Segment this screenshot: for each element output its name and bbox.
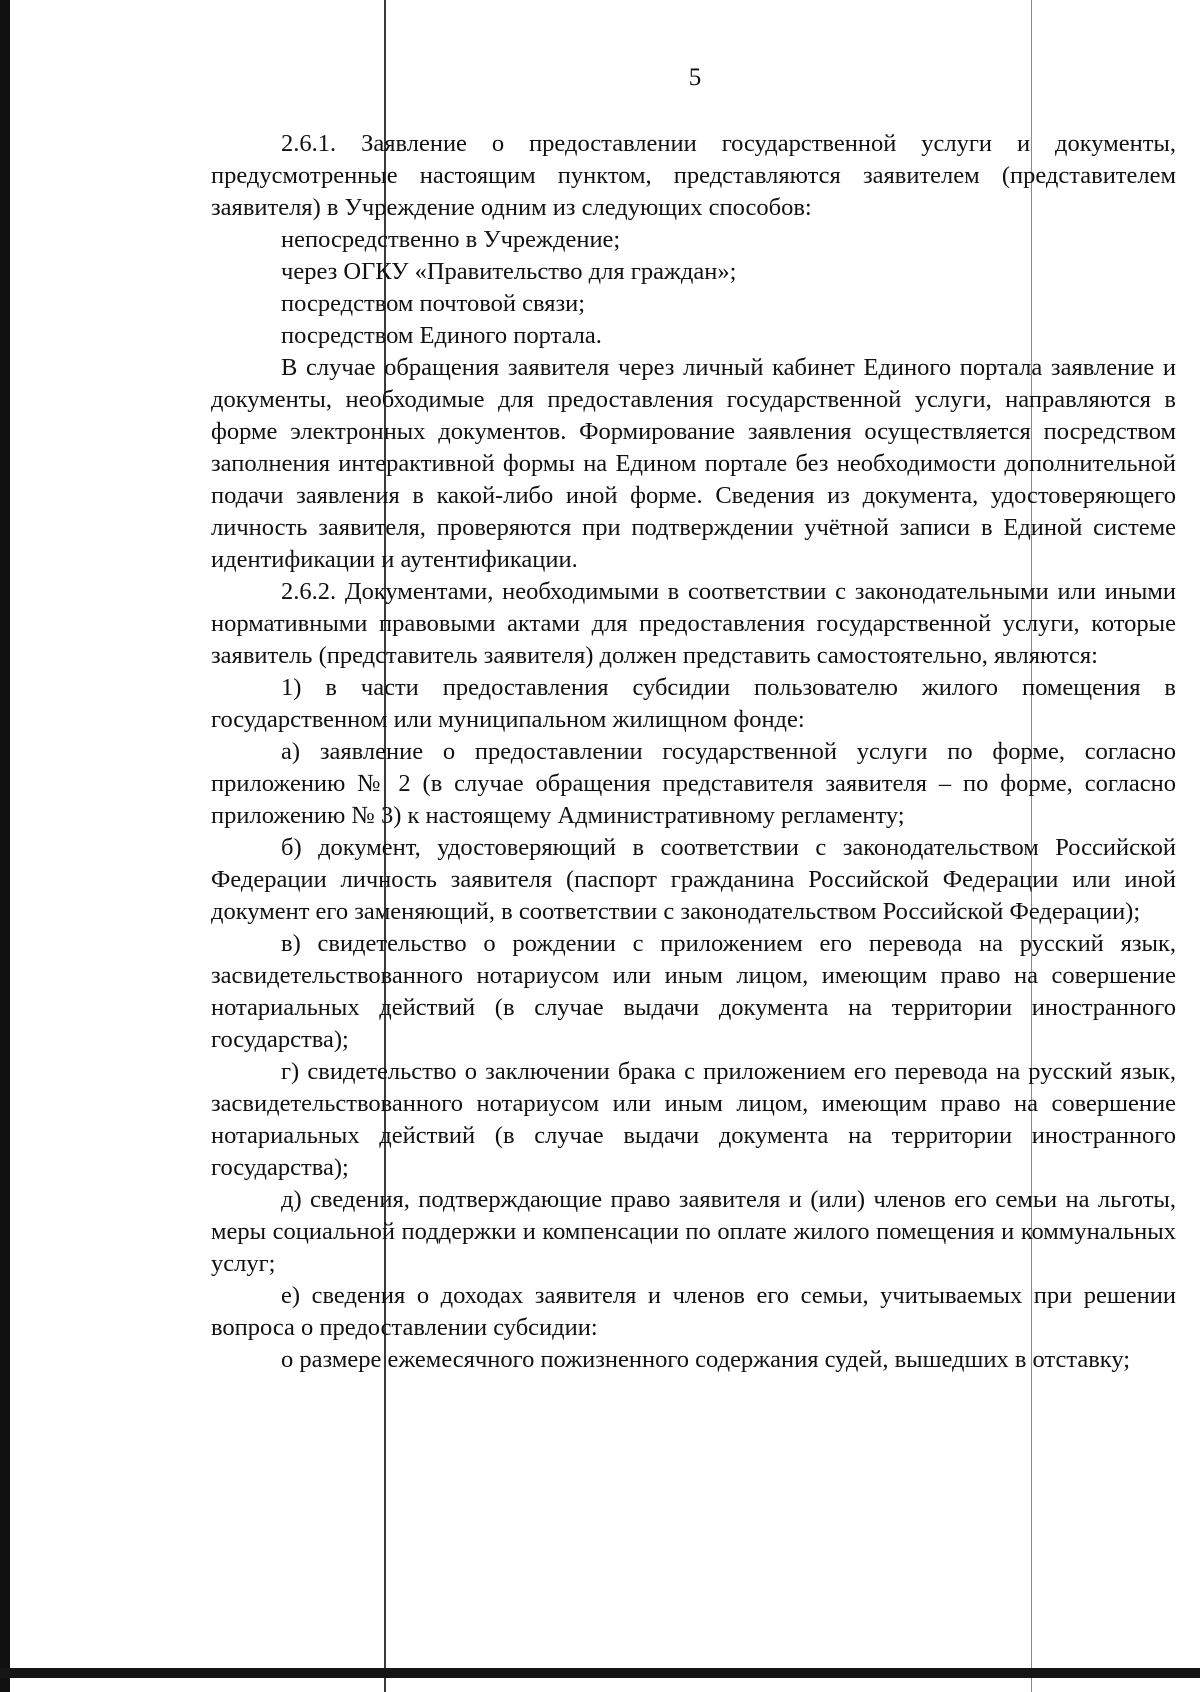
- paragraph-item-b: б) документ, удостоверяющий в соответствии с законодательством Российской Федерации личность заявителя (паспорт гражданина Российской Федерации или иной документ его заменяющий, в соответствии с законодательством Российской Федерации);: [211, 834, 1176, 925]
- paragraph-portal-details: В случае обращения заявителя через личный кабинет Единого портала заявление и документы, необходимые для предоставления государственной услуги, направляются в форме электронных документов. Формирование заявления осуществляется посредством заполнения интерактивной формы на Едином портале без необходимости дополнительной подачи заявления в какой-либо иной форме. Сведения из документа, удостоверяющего личность заявителя, проверяются при подтверждении учётной записи в Единой системе идентификации и аутентификации.: [211, 354, 1176, 573]
- paragraph-method-direct: непосредственно в Учреждение;: [281, 226, 621, 253]
- paragraph-method-ogku: через ОГКУ «Правительство для граждан»;: [281, 258, 737, 285]
- paragraph-judges-retired: о размере ежемесячного пожизненного содержания судей, вышедших в отставку;: [281, 1346, 1131, 1373]
- page-number: 5: [688, 64, 702, 91]
- paragraph-item-1: 1) в части предоставления субсидии пользователю жилого помещения в государственном или муниципальном жилищном фонде:: [211, 674, 1176, 733]
- paragraph-item-a: а) заявление о предоставлении государственной услуги по форме, согласно приложению № 2 (в случае обращения представителя заявителя – по форме, согласно приложению № 3) к настоящему Административному регламенту;: [211, 738, 1176, 829]
- paragraph-item-g: г) свидетельство о заключении брака с приложением его перевода на русский язык, засвидетельствованного нотариусом или иным лицом, имеющим право на совершение нотариальных действий (в случае выдачи документа на территории иностранного государства);: [211, 1058, 1176, 1181]
- paragraph-2-6-2: 2.6.2. Документами, необходимыми в соответствии с законодательными или иными нормативными правовыми актами для предоставления государственной услуги, которые заявитель (представитель заявителя) должен представить самостоятельно, являются:: [211, 578, 1176, 669]
- paragraph-item-e: е) сведения о доходах заявителя и членов его семьи, учитываемых при решении вопроса о предоставлении субсидии:: [211, 1282, 1176, 1341]
- scan-bottom-edge: [0, 1668, 1200, 1678]
- paragraph-item-v: в) свидетельство о рождении с приложением его перевода на русский язык, засвидетельствованного нотариусом или иным лицом, имеющим право на совершение нотариальных действий (в случае выдачи документа на территории иностранного государства);: [211, 930, 1176, 1053]
- paragraph-item-d: д) сведения, подтверждающие право заявителя и (или) членов его семьи на льготы, меры социальной поддержки и компенсации по оплате жилого помещения и коммунальных услуг;: [211, 1186, 1176, 1277]
- paragraph-method-portal: посредством Единого портала.: [281, 322, 602, 349]
- document-body: [211, 128, 1176, 1376]
- scan-left-edge: [0, 0, 10, 1692]
- paragraph-2-6-1: 2.6.1. Заявление о предоставлении государственной услуги и документы, предусмотренные настоящим пунктом, представляются заявителем (представителем заявителя) в Учреждение одним из следующих способов:: [211, 130, 1176, 221]
- paragraph-method-post: посредством почтовой связи;: [281, 290, 586, 317]
